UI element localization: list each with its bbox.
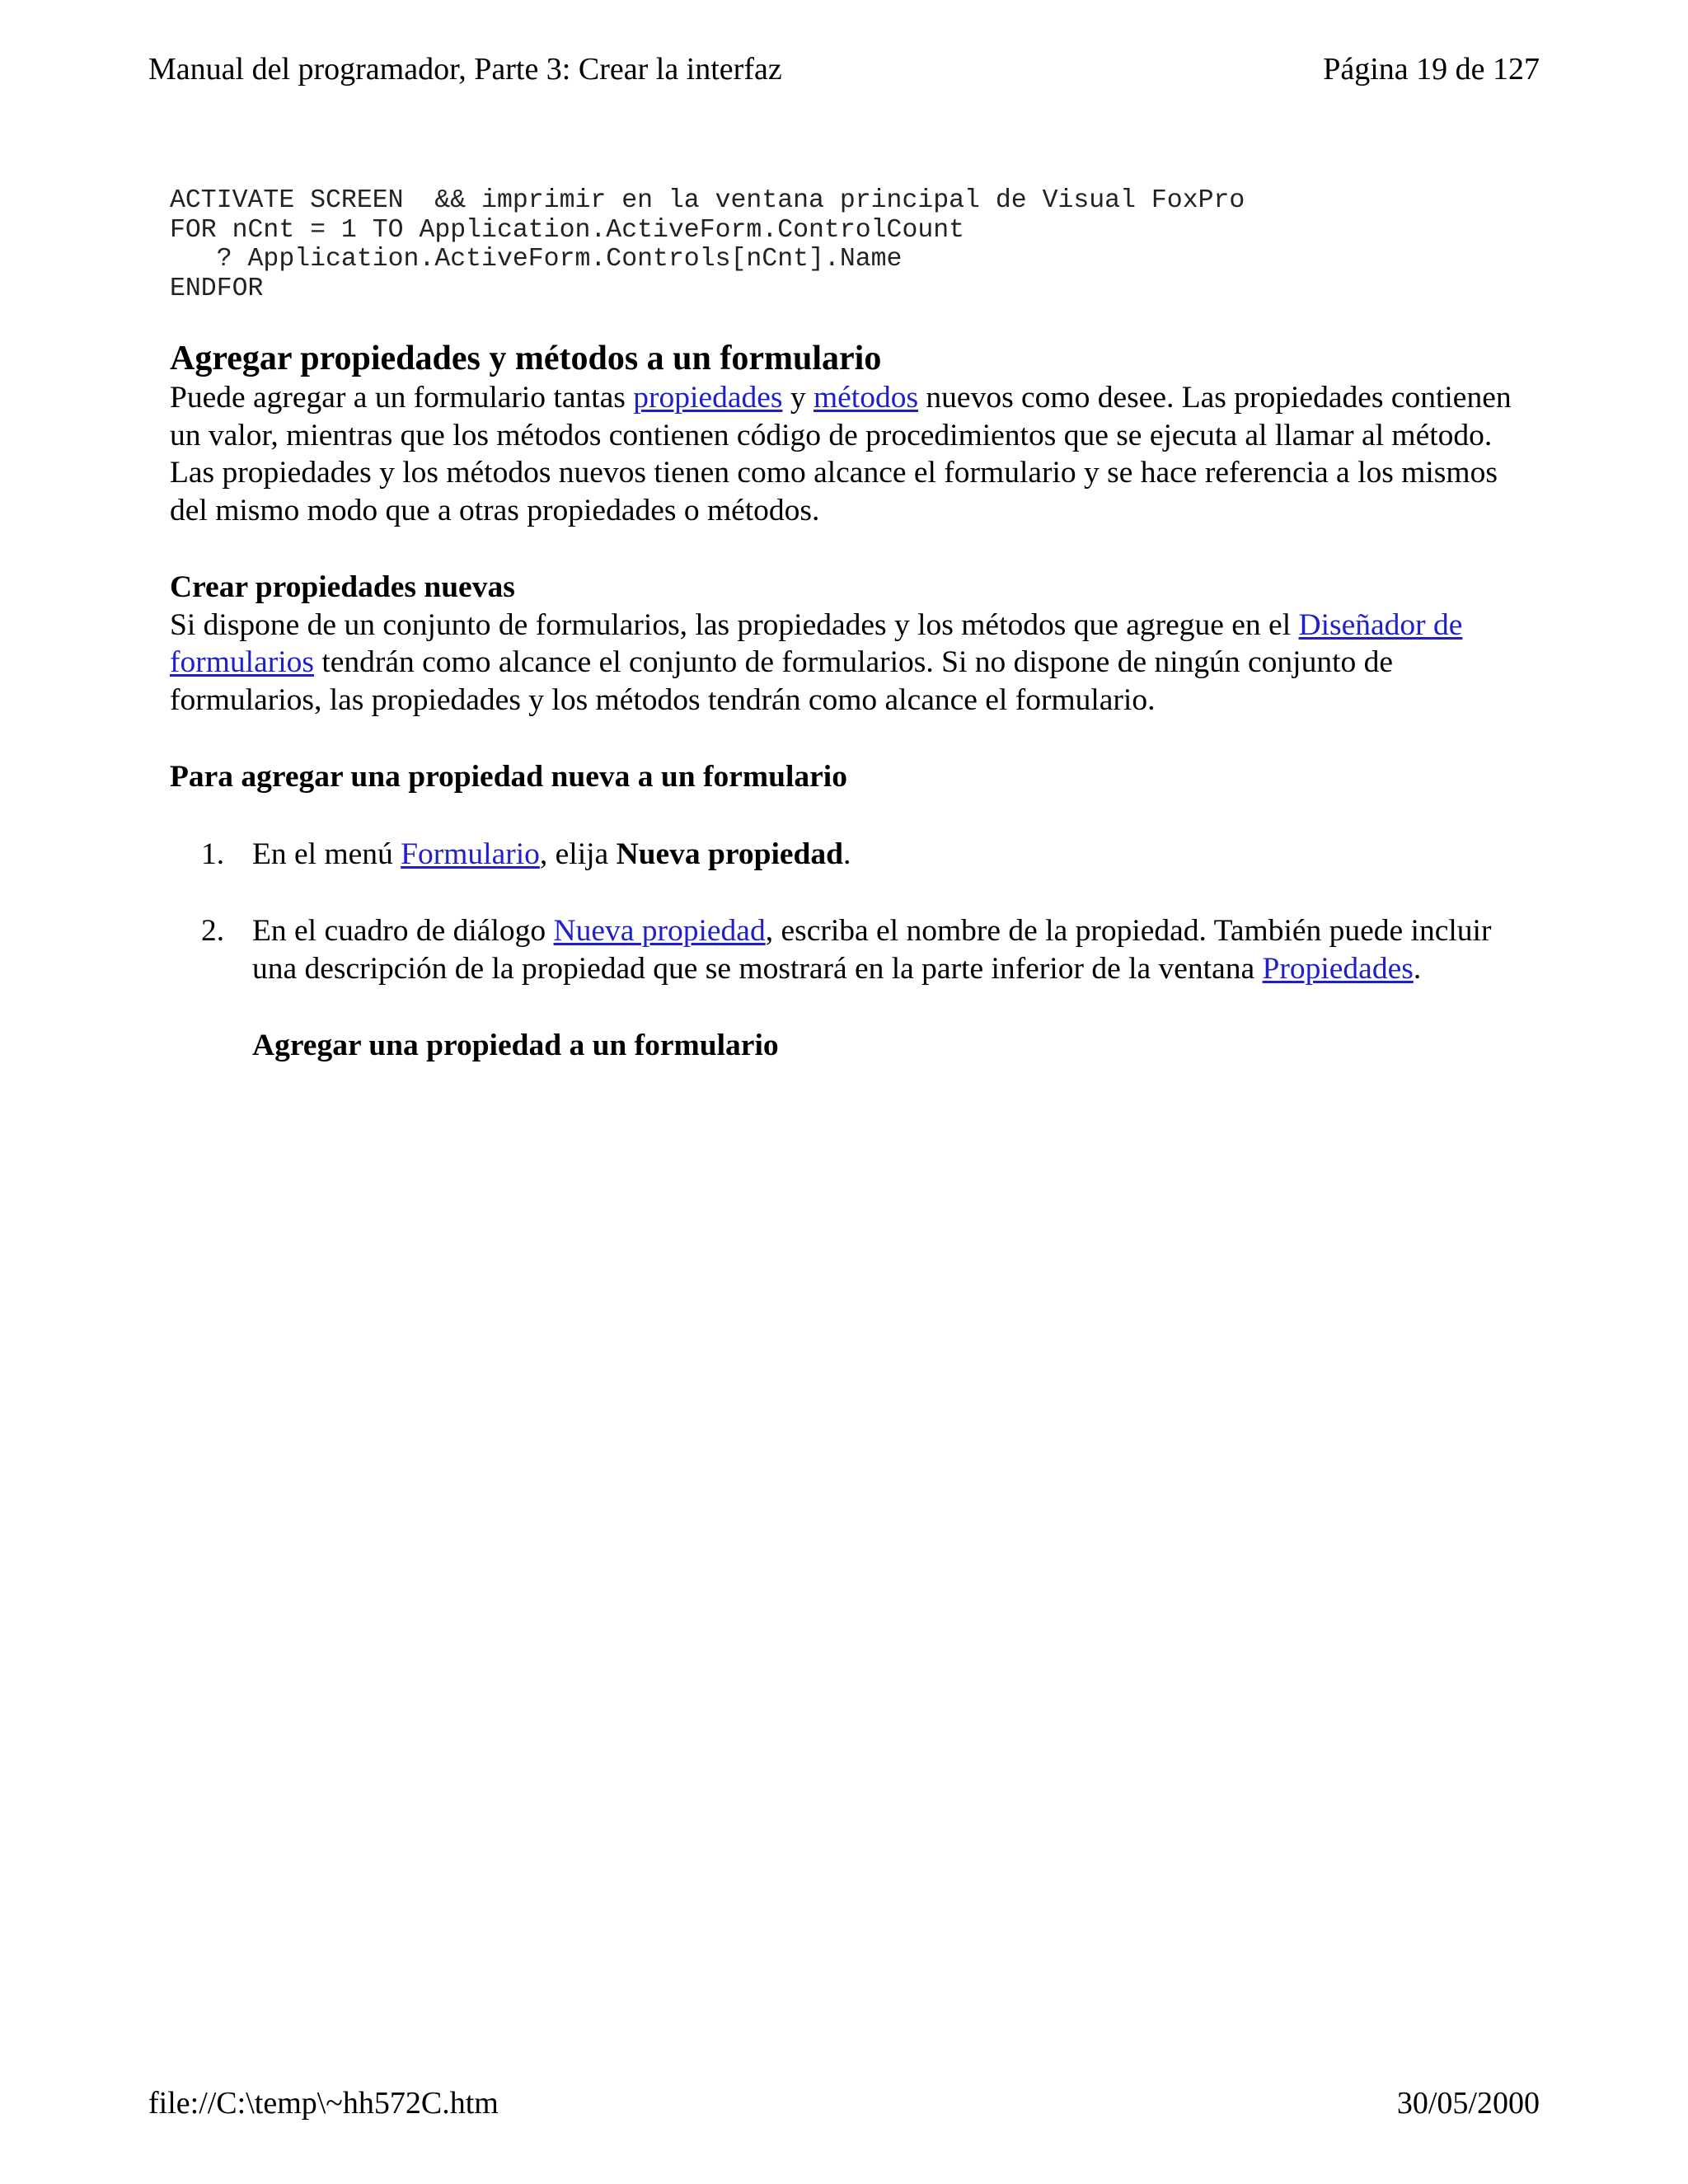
figure-caption: Agregar una propiedad a un formulario xyxy=(252,1029,779,1062)
code-line: ? Application.ActiveForm.Controls[nCnt].Name xyxy=(170,245,903,274)
subsection-paragraph xyxy=(170,607,1538,719)
page-header xyxy=(148,51,1540,87)
text-run: . xyxy=(843,837,851,871)
propiedades-link[interactable]: propiedades xyxy=(633,381,783,415)
text-run: y xyxy=(782,381,814,415)
disenador-formularios-link[interactable]: Diseñador de formularios xyxy=(170,607,1463,679)
text-run: , escriba el nombre de la propiedad. También puede incluir una descripción de la propiedad que se mostrará en la parte inferior de la ventana xyxy=(252,914,1492,986)
page-number: Página 19 de 127 xyxy=(1323,52,1540,87)
step-number: 1. xyxy=(201,837,225,871)
code-line: ACTIVATE SCREEN && imprimir en la ventana principal de Visual FoxPro xyxy=(170,186,1245,215)
text-run: tendrán como alcance el conjunto de formularios. Si no dispone de ningún conjunto de formularios, las propiedades y los métodos tendrán como alcance el formulario. xyxy=(170,645,1394,717)
procedure-steps xyxy=(170,836,1538,988)
nueva-propiedad-link[interactable]: Nueva propiedad xyxy=(553,914,766,948)
code-line: FOR nCnt = 1 TO Application.ActiveForm.ControlCount xyxy=(170,215,965,245)
document-title: Manual del programador, Parte 3: Crear la interfaz xyxy=(148,52,782,87)
text-run: En el menú xyxy=(252,837,401,871)
propiedades-window-link[interactable]: Propiedades xyxy=(1262,951,1414,986)
code-block xyxy=(170,186,1538,303)
text-run: Puede agregar a un formulario tantas xyxy=(170,381,634,415)
text-run: nuevos como desee. Las propiedades contienen un valor, mientras que los métodos contienen código de procedimientos que se ejecuta al llamar al método. Las propiedades y los métodos nuevos tienen como alcance el formulario y se hace referencia a los mismos del mismo modo que a otras propiedades o métodos. xyxy=(170,381,1512,527)
file-path: file://C:\temp\~hh572C.htm xyxy=(148,2086,499,2121)
subsection-heading: Crear propiedades nuevas xyxy=(170,570,515,604)
step-number: 2. xyxy=(201,914,225,948)
print-date: 30/05/2000 xyxy=(1396,2086,1540,2121)
formulario-menu-link[interactable]: Formulario xyxy=(401,837,540,871)
text-run: En el cuadro de diálogo xyxy=(252,914,554,948)
text-run: Si dispone de un conjunto de formularios, las propiedades y los métodos que agregue en el xyxy=(170,607,1299,642)
procedure-heading: Para agregar una propiedad nueva a un formulario xyxy=(170,760,847,794)
list-item xyxy=(170,912,1538,987)
page-content xyxy=(170,186,1538,1065)
list-item xyxy=(170,836,1538,874)
bold-term: Nueva propiedad xyxy=(616,837,843,871)
metodos-link[interactable]: métodos xyxy=(813,381,919,415)
code-line: ENDFOR xyxy=(170,274,264,303)
text-run: . xyxy=(1413,951,1422,986)
text-run: , elija xyxy=(539,837,617,871)
intro-paragraph xyxy=(170,379,1538,529)
page-footer xyxy=(148,2085,1540,2121)
section-heading: Agregar propiedades y métodos a un formulario xyxy=(170,340,882,377)
